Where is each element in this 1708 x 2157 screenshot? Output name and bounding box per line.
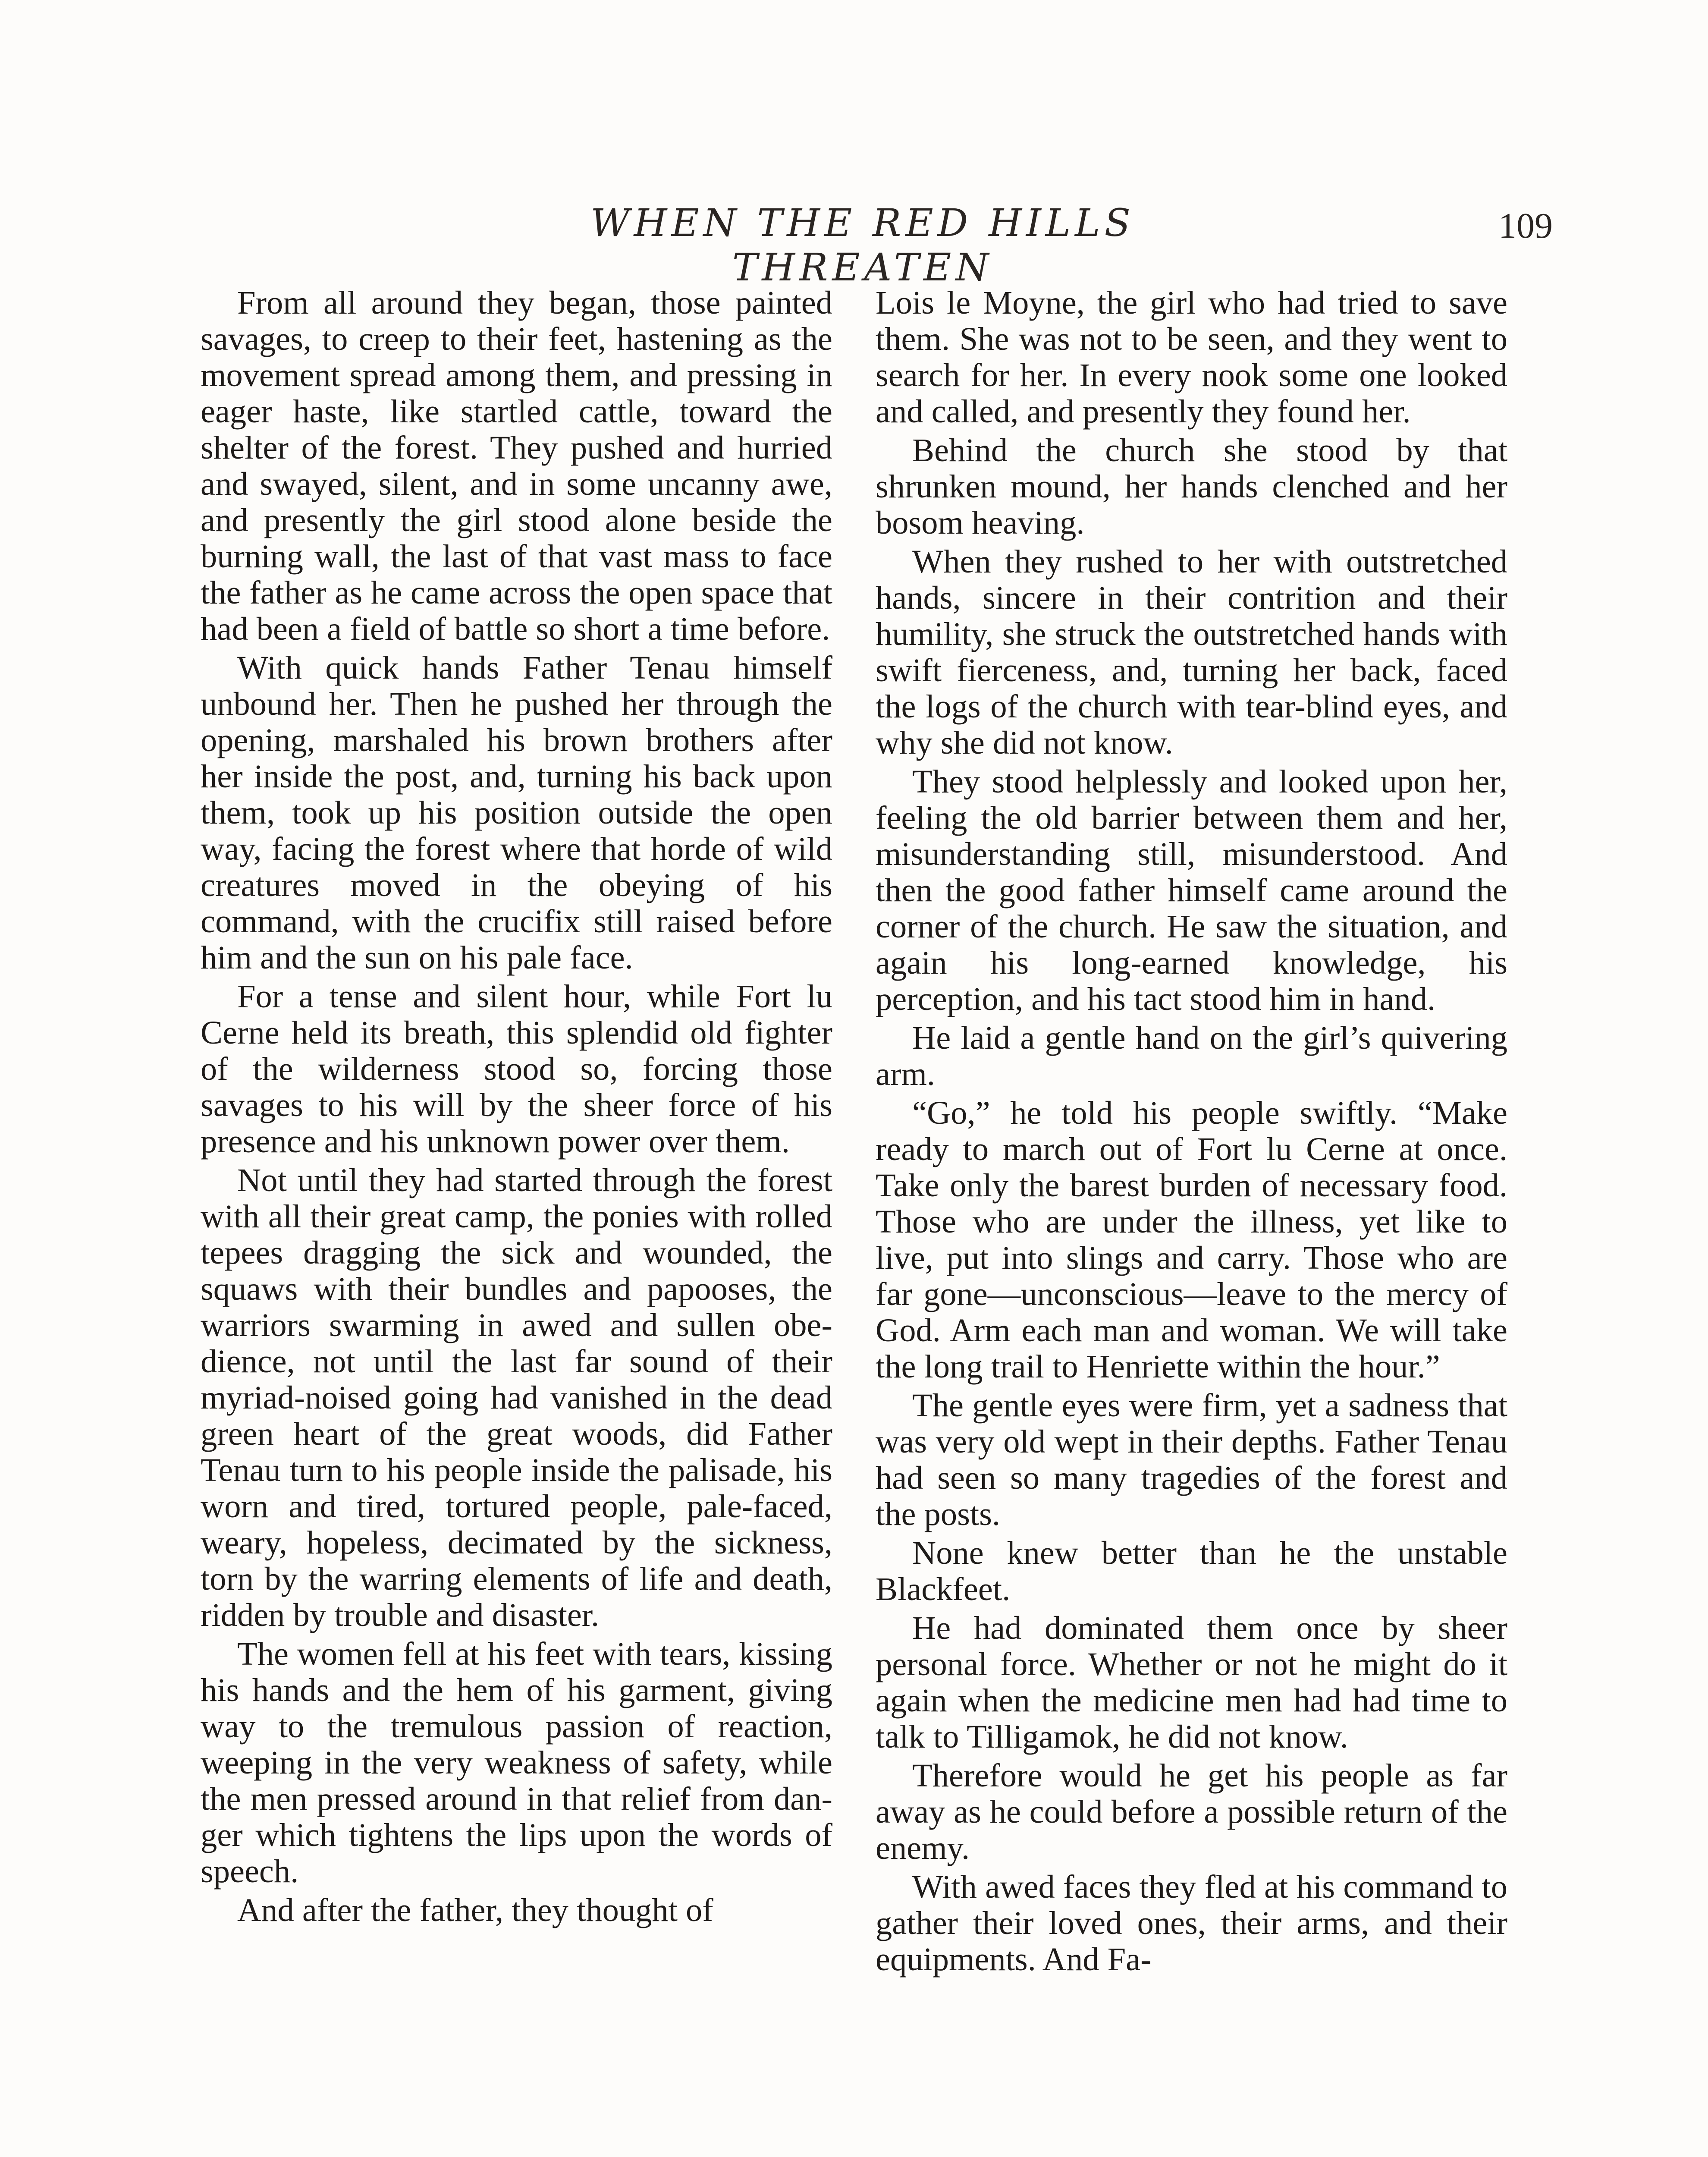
- paragraph: None knew better than he the unstable Blackfeet.: [876, 1534, 1507, 1607]
- paragraph: For a tense and silent hour, while Fort lu Cerne held its breath, this splendid old fighter of the wilderness stood so, forcing those savages to his will by the sheer force of his presence and his unknown power over them.: [201, 978, 832, 1160]
- paragraph-continued: Lois le Moyne, the girl who had tried to save them. She was not to be seen, and they went to search for her. In every nook some one looked and called, and presently they found her.: [876, 284, 1507, 430]
- paragraph: With quick hands Father Tenau himself unbound her. Then he pushed her through the opening, marshaled his brown brothers after her inside the post, and, turning his back upon them, took up his position outside the open way, facing the forest where that horde of wild creatures moved in the obeying of his command, with the crucifix still raised before him and the sun on his pale face.: [201, 649, 832, 976]
- paragraph: Therefore would he get his people as far away as he could before a possible return of the enemy.: [876, 1757, 1507, 1866]
- page-number: 109: [1498, 206, 1553, 246]
- running-title: WHEN THE RED HILLS THREATEN: [590, 201, 1135, 289]
- page-header: [0, 192, 1708, 289]
- paragraph: The women fell at his feet with tears, kissing his hands and the hem of his garment, giving way to the tremulous passion of reaction, weeping in the very weakness of safety, while the men pressed around in that relief from danger which tightens the lips upon the words of speech.: [201, 1635, 832, 1890]
- paragraph: With awed faces they fled at his command to gather their loved ones, their arms, and their equipments. And Fa-: [876, 1868, 1507, 1978]
- paragraph: And after the father, they thought of: [237, 1892, 713, 1928]
- paragraph: Behind the church she stood by that shrunken mound, her hands clenched and her bosom heaving.: [876, 432, 1507, 541]
- paragraph: They stood helplessly and looked upon her, feeling the old barrier between them and her, misunderstanding still, misunderstood. And then the good father himself came around the corner of the church. He saw the situation, and again his long-earned knowledge, his perception, and his tact stood him in hand.: [876, 763, 1507, 1017]
- paragraph: The gentle eyes were firm, yet a sadness that was very old wept in their depths. Father Tenau had seen so many tragedies of the forest and the posts.: [876, 1387, 1507, 1532]
- paragraph: From all around they began, those painted savages, to creep to their feet, hastening as the movement spread among them, and pressing in eager haste, like startled cattle, toward the shelter of the forest. They pushed and hurried and swayed, silent, and in some uncanny awe, and presently the girl stood alone beside the burning wall, the last of that vast mass to face the father as he came across the open space that had been a field of battle so short a time before.: [201, 284, 832, 647]
- left-column: [201, 285, 832, 1931]
- paragraph: He had dominated them once by sheer personal force. Whether or not he might do it again when the medicine men had had time to talk to Tilligamok, he did not know.: [876, 1610, 1507, 1755]
- right-column: [876, 285, 1507, 1980]
- paragraph: When they rushed to her with outstretched hands, sincere in their contrition and their humility, she struck the outstretched hands with swift fierceness, and, turning her back, faced the logs of the church with tear-blind eyes, and why she did not know.: [876, 543, 1507, 761]
- paragraph: Not until they had started through the forest with all their great camp, the ponies with rolled tepees dragging the sick and wounded, the squaws with their bundles and papooses, the warriors swarming in awed and sullen obedience, not until the last far sound of their myriad-noised going had vanished in the dead green heart of the great woods, did Father Tenau turn to his people inside the palisade, his worn and tired, tortured people, pale-faced, weary, hopeless, decimated by the sickness, torn by the warring elements of life and death, ridden by trouble and disaster.: [201, 1162, 832, 1633]
- paragraph: He laid a gentle hand on the girl’s quivering arm.: [876, 1019, 1507, 1092]
- paragraph: “Go,” he told his people swiftly. “Make ready to march out of Fort lu Cerne at once. Take only the barest burden of necessary food. Those who are under the illness, yet like to live, put into slings and carry. Those who are far gone—unconscious—leave to the mercy of God. Arm each man and woman. We will take the long trail to Henriette within the hour.”: [876, 1094, 1507, 1385]
